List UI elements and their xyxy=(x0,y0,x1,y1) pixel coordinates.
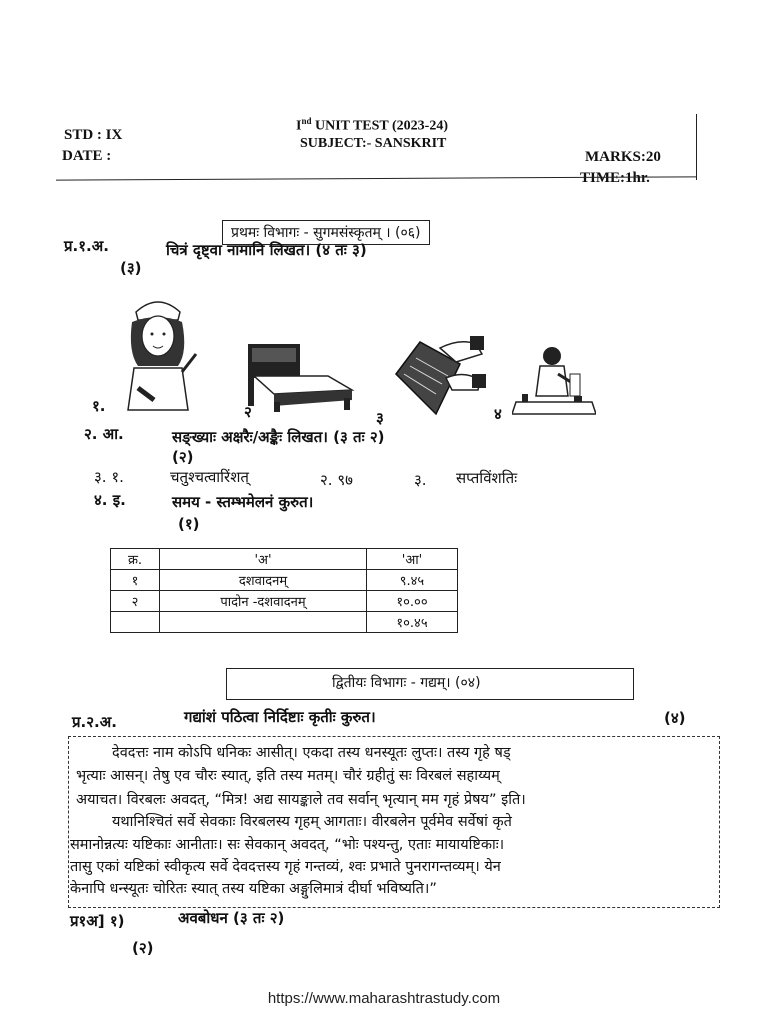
q3-label: ४. इ. xyxy=(94,491,126,509)
pic-num-2: २ xyxy=(244,403,252,421)
table-header: 'अ' xyxy=(160,549,367,570)
q2-item-label: ३. १. xyxy=(94,468,124,486)
test-title-rest: UNIT TEST (2023-24) xyxy=(311,118,449,134)
q2-item-3-num: ३. xyxy=(414,471,427,489)
subject-label: SUBJECT:- SANSKRIT xyxy=(300,136,447,151)
table-cell xyxy=(111,612,160,633)
pic-num-4: ४ xyxy=(494,405,502,423)
q2-item-2: २. ९७ xyxy=(320,471,353,489)
std-label: STD : IX xyxy=(64,127,123,143)
sub-q-text: अवबोधन (३ तः २) xyxy=(178,909,285,927)
time-label: TIME:1hr. xyxy=(580,170,650,186)
table-row xyxy=(111,612,458,633)
passage-line: अयाचत। विरबलः अवदत्, “मित्र! अद्य सायङ्काले तव सर्वान् भृत्यान् मम गृहं प्रेषय” इति। xyxy=(76,792,526,808)
pic-num-1: १. xyxy=(92,397,106,415)
scientist-image xyxy=(512,344,596,418)
section1-title: प्रथमः विभागः - सुगमसंस्कृतम् । (०६) xyxy=(222,220,430,245)
table-cell: दशवादनम् xyxy=(160,570,367,591)
q2-marks: (२) xyxy=(172,448,194,466)
q1-text: चित्रं दृष्ट्वा नामानि लिखत। (४ तः ३) xyxy=(166,241,367,259)
table-header-row xyxy=(111,549,458,570)
passage-line: देवदत्तः नाम कोऽपि धनिकः आसीत्। एकदा तस्य धनस्यूतः लुप्तः। तस्य गृहे षड् xyxy=(112,745,511,761)
passage-line: भृत्याः आसन्। तेषु एव चौरः स्यात्, इति तस्य मतम्। चौरं ग्रहीतुं सः विरबलं सहाय्यम् xyxy=(76,768,500,784)
q2-text: सङ्ख्याः अक्षरैः/अङ्कैः लिखत। (३ तः २) xyxy=(172,428,385,446)
footer-url: https://www.maharashtrastudy.com xyxy=(267,990,501,1007)
q2-item-3: सप्तविंशतिः xyxy=(456,469,518,487)
q3-marks: (१) xyxy=(178,515,200,533)
test-title-prefix: I xyxy=(296,118,302,134)
header-bracket xyxy=(696,114,697,180)
table-header: क्र. xyxy=(111,549,160,570)
passage-line: समानोन्नत्यः यष्टिकाः आनीताः। सः सेवकान् अवदत्, “भोः पश्यन्तु, एताः मायायष्टिकाः। xyxy=(70,837,505,853)
bed-image xyxy=(244,342,356,412)
table-cell: १ xyxy=(111,570,160,591)
table-header: 'आ' xyxy=(367,549,458,570)
table-cell xyxy=(160,612,367,633)
passage-line: यथानिश्चितं सर्वे सेवकाः विरबलस्य गृहम् आगताः। वीरबलेन पूर्वमेव सर्वेषां कृते xyxy=(112,814,512,830)
table-cell: २ xyxy=(111,591,160,612)
q1-label: प्र.१.अ. xyxy=(64,237,109,255)
q3-text: समय - स्तम्भमेलनं कुरुत। xyxy=(172,493,314,511)
time-match-table xyxy=(110,548,458,633)
passage-line: केनापि धन्स्यूतः चोरितः स्यात् तस्य यष्टिका अङ्गुलिमात्रं दीर्घा भविष्यति।” xyxy=(70,881,437,897)
q4-text: गद्यांशं पठित्वा निर्दिष्टाः कृतीः कुरुत। xyxy=(184,708,376,726)
sub-q-marks: (२) xyxy=(132,939,154,957)
sub-q-label: प्र१अ] १) xyxy=(70,912,125,930)
test-title xyxy=(296,116,448,135)
passage-line: तासु एकां यष्टिकां स्वीकृत्य सर्वे देवदत्तस्य गृहं गन्तव्यं, श्वः प्रभाते पुनरागन्तव्यम्। येन xyxy=(70,859,501,875)
q4-label: प्र.२.अ. xyxy=(72,713,117,731)
date-label: DATE : xyxy=(62,148,112,164)
table-cell: पादोन -दशवादनम् xyxy=(160,591,367,612)
table-row xyxy=(111,570,458,591)
nurse-image xyxy=(118,292,198,412)
q1-marks: (३) xyxy=(120,259,142,277)
table-row xyxy=(111,591,458,612)
table-cell: १०.४५ xyxy=(367,612,458,633)
table-cell: ९.४५ xyxy=(367,570,458,591)
test-title-sup: nd xyxy=(301,116,312,126)
q2-item-1: चतुश्चत्वारिंशत् xyxy=(170,468,249,486)
section2-title: द्वितीयः विभागः - गद्यम्। (०४) xyxy=(332,675,481,691)
q4-marks: (४) xyxy=(664,709,686,727)
pic-num-3: ३ xyxy=(376,409,384,427)
keyboard-image xyxy=(390,334,486,420)
table-cell: १०.०० xyxy=(367,591,458,612)
marks-label: MARKS:20 xyxy=(585,149,661,165)
q2-label: २. आ. xyxy=(84,425,124,443)
